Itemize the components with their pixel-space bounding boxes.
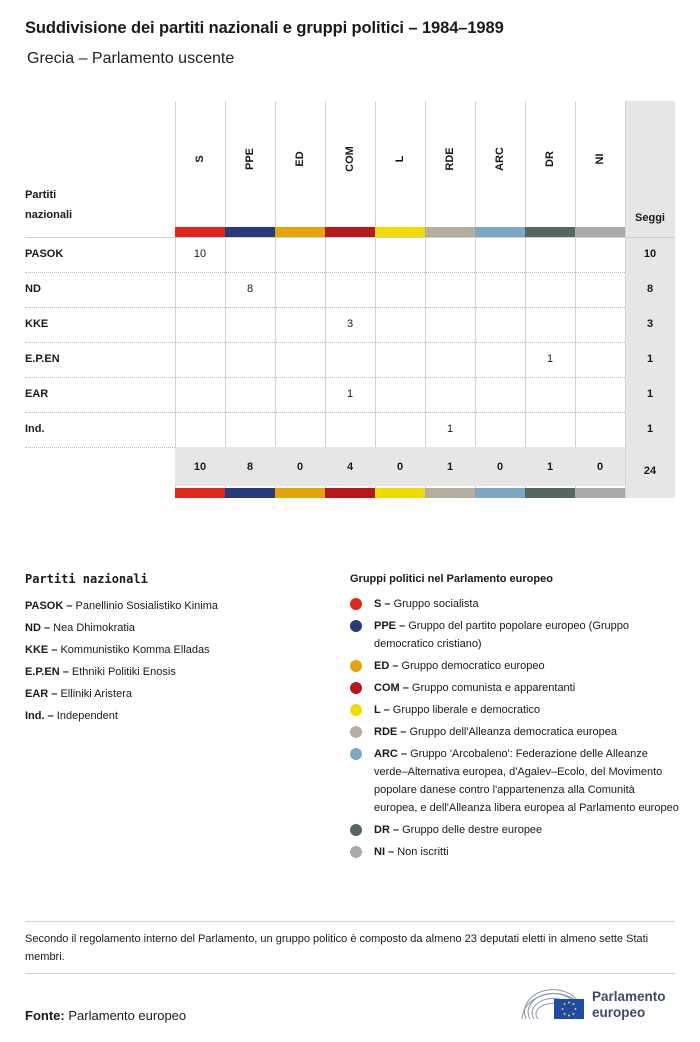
party-row-label: EAR [25, 388, 49, 400]
party-legend-item: KKE – Kommunistiko Komma Elladas [25, 644, 210, 656]
group-legend-item: L – Gruppo liberale e democratico [350, 701, 680, 719]
group-legend-item: RDE – Gruppo dell'Alleanza democratica europea [350, 723, 680, 741]
grand-total-cell: 24 [643, 465, 657, 477]
group-color-bar [525, 227, 575, 237]
group-legend-item: S – Gruppo socialista [350, 595, 680, 613]
seat-count-cell: 1 [446, 423, 454, 435]
party-row-label: KKE [25, 318, 49, 330]
group-color-bar [475, 227, 525, 237]
seat-count-cell: 8 [246, 283, 254, 295]
row-divider [25, 307, 625, 308]
ep-logo [520, 985, 680, 1023]
group-color-bar [375, 488, 425, 498]
legend-parties-title: Partiti nazionali [25, 572, 148, 586]
group-color-dot [350, 846, 362, 858]
group-header-ni: NI [594, 153, 606, 165]
party-legend-item: ND – Nea Dhimokratia [25, 622, 136, 634]
party-legend-item: E.P.EN – Ethniki Politiki Enosis [25, 666, 176, 678]
group-total-cell: 0 [296, 461, 304, 473]
group-total-cell: 1 [446, 461, 454, 473]
group-header-s: S [194, 155, 206, 163]
group-legend-item: NI – Non iscritti [350, 843, 680, 861]
legend-political-groups [350, 573, 680, 865]
group-header-com: COM [344, 146, 356, 172]
group-total-cell: 4 [346, 461, 354, 473]
source-line [25, 1008, 186, 1023]
group-legend-item: PPE – Gruppo del partito popolare europeo (Gruppo democratico cristiano) [350, 617, 680, 653]
page-title: Suddivisione dei partiti nazionali e gruppi politici – 1984–1989 [25, 19, 504, 37]
footnote: Secondo il regolamento interno del Parlamento, un gruppo politico è composto da almeno 23 deputati eletti in almeno sette Stati membri. [25, 933, 649, 963]
legend-groups-title: Gruppi politici nel Parlamento europeo [350, 573, 553, 585]
header-rule [25, 237, 675, 238]
group-color-dot [350, 660, 362, 672]
group-color-dot [350, 620, 362, 632]
party-row-label: PASOK [25, 248, 64, 260]
group-color-bar [325, 227, 375, 237]
group-color-bar [225, 488, 275, 498]
group-total-cell: 0 [596, 461, 604, 473]
group-total-cell: 0 [396, 461, 404, 473]
group-legend-item: ARC – Gruppo 'Arcobaleno': Federazione delle Alleanze verde–Alternativa europea, d'Agalev–Ecolo, del Movimento popolare danese contro l'appartenenza alla Comunità europea, e dell'Alleanza libera europea al Parlamento europeo [350, 745, 680, 817]
party-row-label: E.P.EN [25, 353, 60, 365]
group-header-dr: DR [544, 151, 556, 167]
group-color-bar [275, 227, 325, 237]
logo-text: Parlamento europeo [592, 989, 666, 1020]
group-color-dot [350, 704, 362, 716]
group-total-cell: 8 [246, 461, 254, 473]
group-header-l: L [394, 155, 406, 163]
group-total-cell: 10 [193, 461, 207, 473]
group-color-bar [425, 227, 475, 237]
source-label: Fonte: [25, 1008, 65, 1023]
group-color-bar [575, 227, 625, 237]
group-color-bar [425, 488, 475, 498]
row-total-cell: 1 [646, 353, 654, 365]
group-color-dot [350, 748, 362, 760]
party-legend-item: Ind. – Independent [25, 710, 118, 722]
party-row-label: ND [25, 283, 41, 295]
row-total-cell: 10 [643, 248, 657, 260]
group-color-dot [350, 598, 362, 610]
seggi-column-bg [625, 101, 675, 498]
row-total-cell: 3 [646, 318, 654, 330]
group-color-dot [350, 726, 362, 738]
party-row-label: Ind. [25, 423, 45, 435]
partiti-header: Partiti nazionali [25, 189, 73, 221]
group-color-bar [575, 488, 625, 498]
group-legend-item: ED – Gruppo democratico europeo [350, 657, 680, 675]
divider [25, 973, 675, 974]
seat-count-cell: 10 [193, 248, 207, 260]
group-total-cell: 0 [496, 461, 504, 473]
group-color-bar [175, 227, 225, 237]
party-legend-item: PASOK – Panellinio Sosialistiko Kinima [25, 600, 219, 612]
hemicycle-icon [520, 985, 588, 1023]
group-color-bar [175, 488, 225, 498]
source-text: Parlamento europeo [68, 1008, 187, 1023]
group-header-rde: RDE [444, 147, 456, 171]
page-subtitle: Grecia – Parlamento uscente [27, 50, 235, 67]
seat-count-cell: 1 [346, 388, 354, 400]
row-divider [25, 272, 625, 273]
seat-count-cell: 1 [546, 353, 554, 365]
group-color-bar [475, 488, 525, 498]
group-header-ppe: PPE [244, 147, 256, 171]
seats-table [25, 101, 675, 498]
group-color-bar [325, 488, 375, 498]
row-divider [25, 342, 625, 343]
group-legend-item: DR – Gruppo delle destre europee [350, 821, 680, 839]
row-total-cell: 1 [646, 423, 654, 435]
row-total-cell: 8 [646, 283, 654, 295]
group-header-ed: ED [294, 151, 306, 167]
party-legend-item: EAR – Elliniki Aristera [25, 688, 132, 700]
row-total-cell: 1 [646, 388, 654, 400]
row-divider [25, 412, 625, 413]
group-color-bar [225, 227, 275, 237]
group-total-cell: 1 [546, 461, 554, 473]
grid-line [625, 101, 626, 498]
seat-count-cell: 3 [346, 318, 354, 330]
group-legend-item: COM – Gruppo comunista e apparentanti [350, 679, 680, 697]
seggi-header: Seggi [635, 212, 665, 224]
divider [25, 921, 675, 922]
group-header-arc: ARC [494, 147, 506, 171]
group-color-bar [375, 227, 425, 237]
group-color-dot [350, 682, 362, 694]
group-color-dot [350, 824, 362, 836]
group-color-bar [525, 488, 575, 498]
row-divider [25, 377, 625, 378]
group-color-bar [275, 488, 325, 498]
legend-national-parties [25, 572, 325, 727]
